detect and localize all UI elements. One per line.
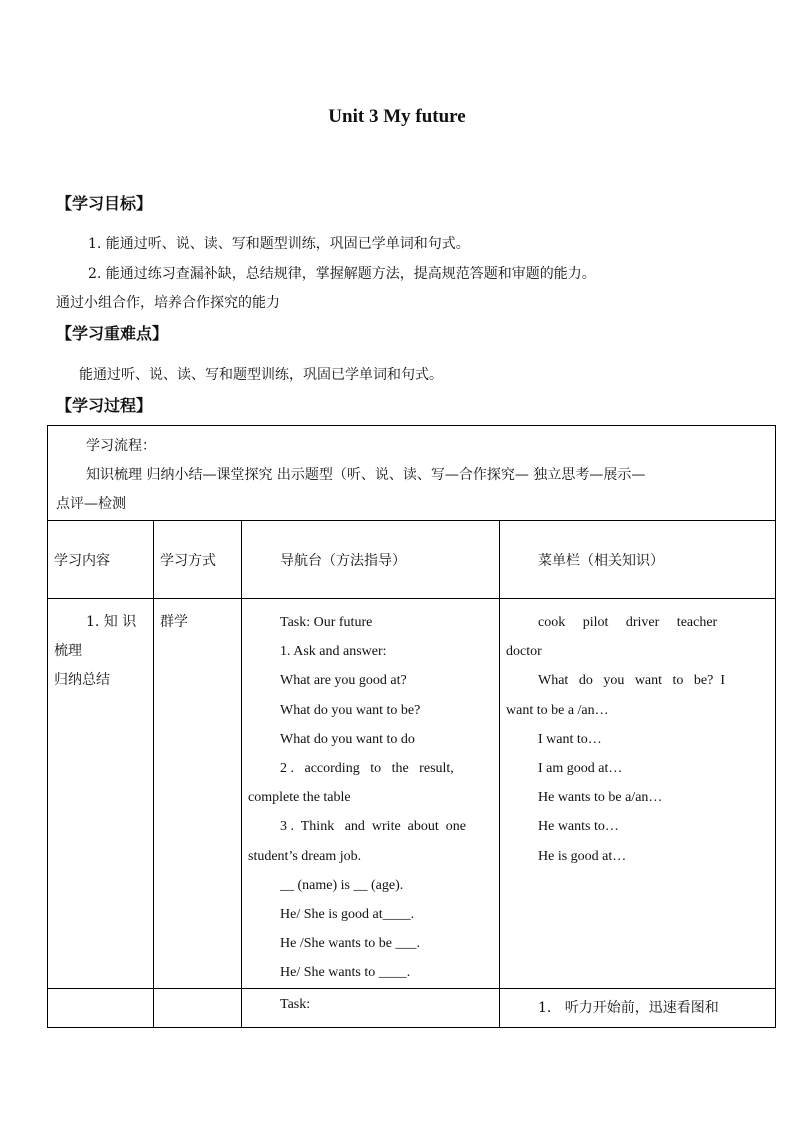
row1-menu xyxy=(500,599,776,989)
goals-heading: 【学习目标】 xyxy=(56,194,153,213)
process-heading: 【学习过程】 xyxy=(56,396,153,415)
header-method: 学习方式 xyxy=(154,521,242,599)
guide-line: Task: Our future xyxy=(280,615,373,630)
row1-guide xyxy=(242,599,500,989)
guide-line: student’s dream job. xyxy=(248,848,362,864)
content-line: 1. 知 识 xyxy=(86,614,137,630)
guide-line: 1. Ask and answer: xyxy=(280,644,387,660)
goal-item-1: 1. 能通过听、说、读、写和题型训练，巩固已学单词和句式。 xyxy=(88,236,470,252)
row2-guide xyxy=(242,988,500,1027)
key-points-heading: 【学习重难点】 xyxy=(56,324,169,343)
guide-line: complete the table xyxy=(248,790,351,806)
menu-line: doctor xyxy=(506,644,542,660)
menu-line: want to be a /an… xyxy=(506,702,609,718)
flow-line-1: 知识梳理 归纳小结—课堂探究 出示题型（听、说、读、写—合作探究— 独立思考—展示— xyxy=(86,467,646,483)
row1-content xyxy=(48,599,154,989)
row2-content xyxy=(48,988,154,1027)
menu-line: 1. 听力开始前，迅速看图和 xyxy=(538,999,719,1016)
menu-line: He is good at… xyxy=(538,848,627,864)
guide-line: Task: xyxy=(280,996,311,1012)
guide-line: 3 . Think and write about one xyxy=(280,819,466,835)
row1-method xyxy=(154,599,242,989)
guide-line: What do you want to be? xyxy=(280,702,421,718)
row2-menu xyxy=(500,988,776,1027)
guide-line: __ (name) is __ (age). xyxy=(280,877,404,893)
menu-line: cook pilot driver teacher xyxy=(538,615,718,630)
menu-line: I want to… xyxy=(538,731,602,747)
goal-item-2: 2. 能通过练习查漏补缺，总结规律，掌握解题方法，提高规范答题和审题的能力。 xyxy=(88,266,596,282)
menu-line: He wants to… xyxy=(538,819,619,835)
guide-line: He /She wants to be ___. xyxy=(280,936,420,952)
header-content: 学习内容 xyxy=(48,521,154,599)
content-line: 归纳总结 xyxy=(54,672,110,689)
row2-method xyxy=(154,988,242,1027)
guide-line: What are you good at? xyxy=(280,673,407,689)
flow-label: 学习流程： xyxy=(86,438,156,454)
header-menu: 菜单栏（相关知识） xyxy=(500,521,776,599)
key-points-text: 能通过听、说、读、写和题型训练，巩固已学单词和句式。 xyxy=(79,367,443,383)
guide-line: He/ She is good at____. xyxy=(280,907,415,923)
flow-line-2: 点评—检测 xyxy=(56,496,126,512)
menu-line: He wants to be a/an… xyxy=(538,790,663,806)
menu-line: What do you want to be? I xyxy=(538,673,726,689)
guide-line: 2 . according to the result, xyxy=(280,761,454,777)
method-text: 群学 xyxy=(160,614,188,630)
menu-line: I am good at… xyxy=(538,761,623,777)
header-guide: 导航台（方法指导） xyxy=(242,521,500,599)
content-line: 梳理 xyxy=(54,643,82,660)
guide-line: He/ She wants to ____. xyxy=(280,965,411,981)
page-title: Unit 3 My future xyxy=(328,106,466,127)
goal-extra: 通过小组合作，培养合作探究的能力 xyxy=(56,295,280,311)
flow-cell xyxy=(48,426,776,521)
process-table xyxy=(47,425,776,1028)
guide-line: What do you want to do xyxy=(280,731,415,747)
